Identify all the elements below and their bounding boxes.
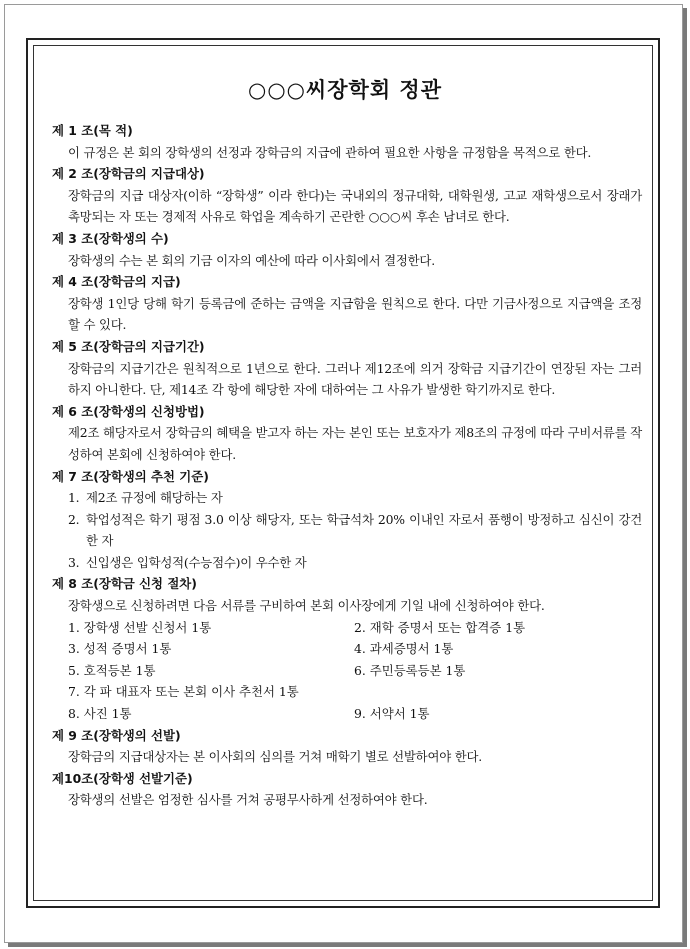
article-heading: 제 8 조(장학금 신청 절차) — [52, 576, 197, 592]
article-text: 제2조 해당자로서 장학금의 혜택을 받고자 하는 자는 본인 또는 보호자가 제8조의 규정에 따라 구비서류를 작성하여 본회에 신청하여야 한다. — [68, 425, 642, 462]
item-text: 학업성적은 학기 평점 3.0 이상 해당자, 또는 학급석차 20% 이내인 자로서 품행이 방정하고 심신이 강건한 자 — [86, 511, 642, 549]
article-heading: 제 6 조(장학생의 신청방법) — [52, 403, 205, 419]
item-number: 1. — [68, 490, 80, 506]
item-number: 2. — [68, 511, 80, 527]
article-10 — [52, 768, 642, 811]
article-heading: 제 4 조(장학금의 지급) — [52, 274, 181, 290]
list-item — [68, 487, 642, 509]
document-item: 4. 과세증명서 1통 — [354, 641, 454, 657]
article-3 — [52, 228, 642, 271]
article-8 — [52, 573, 642, 724]
criteria-list — [52, 487, 642, 573]
article-text: 장학생의 수는 본 회의 기금 이자의 예산에 따라 이사회에서 결정한다. — [68, 252, 435, 268]
list-item — [68, 509, 642, 552]
article-9 — [52, 725, 642, 768]
article-text: 이 규정은 본 회의 장학생의 선정과 장학금의 지급에 관하여 필요한 사항을 규정함을 목적으로 한다. — [68, 144, 592, 160]
article-6 — [52, 401, 642, 466]
article-text: 장학금의 지급 대상자(이하 “장학생” 이라 한다)는 국내외의 정규대학, 대학원생, 고교 재학생으로서 장래가 촉망되는 자 또는 경제적 사유로 학업을 계속하기 곤란한 ○○○씨 후손 남녀로 한다. — [68, 187, 642, 225]
article-heading: 제 7 조(장학생의 추천 기준) — [52, 468, 209, 484]
item-text: 제2조 규정에 해당하는 자 — [86, 490, 223, 506]
document-title: ○○○씨장학회 정관 — [248, 78, 442, 102]
article-heading: 제 1 조(목 적) — [52, 123, 133, 138]
document-item: 7. 각 파 대표자 또는 본회 이사 추천서 1통 — [68, 684, 299, 700]
article-text: 장학금의 지급대상자는 본 이사회의 심의를 거쳐 매학기 별로 선발하여야 한다. — [68, 749, 483, 765]
article-2 — [52, 163, 642, 228]
document-item: 9. 서약서 1통 — [354, 706, 430, 722]
article-heading: 제 5 조(장학금의 지급기간) — [52, 338, 205, 354]
list-item — [68, 552, 642, 574]
article-text: 장학생 1인당 당해 학기 등록금에 준하는 금액을 지급함을 원칙으로 한다. 다만 기금사정으로 지급액을 조정할 수 있다. — [68, 295, 642, 333]
item-number: 3. — [68, 554, 80, 570]
document-item: 1. 장학생 선발 신청서 1통 — [68, 619, 212, 635]
article-heading: 제 2 조(장학금의 지급대상) — [52, 166, 205, 182]
article-text: 장학생의 선발은 엄정한 심사를 거쳐 공평무사하게 선정하여야 한다. — [68, 792, 428, 808]
document-body — [52, 120, 642, 811]
required-documents — [52, 617, 642, 725]
article-7 — [52, 466, 642, 574]
article-text: 장학금의 지급기간은 원칙적으로 1년으로 한다. 그러나 제12조에 의거 장학금 지급기간이 연장된 자는 그러하지 아니한다. 단, 제14조 각 항에 해당한 자에 대하여는 그 사유가 발생한 학기까지로 한다. — [68, 360, 642, 398]
article-heading: 제 3 조(장학생의 수) — [52, 230, 169, 246]
article-1 — [52, 120, 642, 163]
document-item: 5. 호적등본 1통 — [68, 662, 156, 678]
document-item: 8. 사진 1통 — [68, 706, 132, 722]
document-item: 3. 성적 증명서 1통 — [68, 641, 172, 657]
item-text: 신입생은 입학성적(수능점수)이 우수한 자 — [86, 554, 307, 570]
article-heading: 제 9 조(장학생의 선발) — [52, 727, 181, 743]
article-heading: 제10조(장학생 선발기준) — [52, 770, 193, 786]
article-4 — [52, 271, 642, 336]
document-item: 2. 재학 증명서 또는 합격증 1통 — [354, 619, 526, 635]
article-text: 장학생으로 신청하려면 다음 서류를 구비하여 본회 이사장에게 기일 내에 신청하여야 한다. — [68, 598, 545, 614]
article-5 — [52, 336, 642, 401]
document-item: 6. 주민등록등본 1통 — [354, 662, 466, 678]
